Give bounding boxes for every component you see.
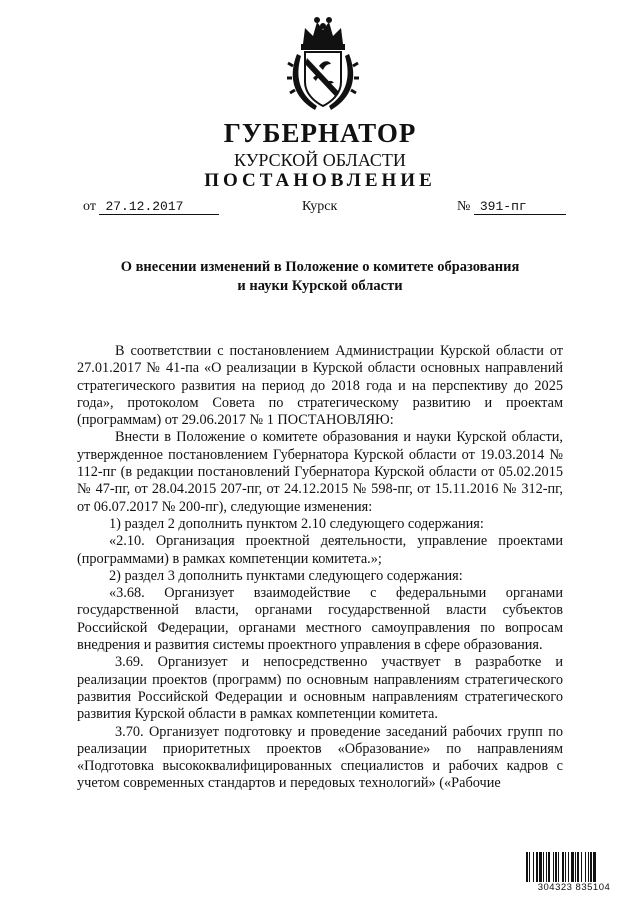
document-type: ПОСТАНОВЛЕНИЕ xyxy=(204,170,436,191)
date-value: 27.12.2017 xyxy=(99,199,219,215)
region-name: КУРСКОЙ ОБЛАСТИ xyxy=(234,150,406,170)
document-number xyxy=(457,199,566,215)
document-city: Курск xyxy=(302,199,338,214)
subject-line-1: О внесении изменений в Положение о комитете образования xyxy=(120,259,520,275)
number-value: 391-пг xyxy=(474,199,566,215)
barcode xyxy=(526,852,622,896)
list-item-2: 2) раздел 3 дополнить пунктами следующего содержания: xyxy=(109,567,463,584)
page-title: ГУБЕРНАТОР xyxy=(223,118,417,148)
quote-2-10: «2.10. Организация проектной деятельности, управление проектами (программами) в рамках компетенции комитета.»; xyxy=(77,533,563,567)
list-item-1: 1) раздел 2 дополнить пунктом 2.10 следующего содержания: xyxy=(109,515,484,532)
document-subject xyxy=(80,258,560,296)
document-date xyxy=(83,199,219,215)
barcode-number: 304323 835104 xyxy=(537,882,611,893)
paragraph-preamble: В соответствии с постановлением Администрации Курской области от 27.01.2017 № 41-па «О реализации в Курской области основных направлений стратегического развития на период до 2018 года и на перспективу до 2025 года», протоколом Совета по стратегическому развитию и проектам (программам) от 29.06.2017 № 1 ПОСТАНОВЛЯЮ: xyxy=(77,343,563,429)
subject-line-2: и науки Курской области xyxy=(237,278,403,294)
document-body xyxy=(77,343,563,793)
paragraph-amendment-intro: Внести в Положение о комитете образования и науки Курской области, утвержденное постановлением Губернатора Курской области от 19.03.2014 № 112-пг (в редакции постановлений Губернатора Курской области от 05.02.2015 № 47-пг, от 28.04.2015 207-пг, от 24.12.2015 № 598-пг, от 15.11.2016 № 312-пг, от 06.07.2017 № 200-пг), следующие изменения: xyxy=(77,429,563,515)
date-prefix: от xyxy=(83,199,96,214)
coat-of-arms-icon xyxy=(287,14,359,114)
quote-3-68: «3.68. Организует взаимодействие с федеральными органами государственной власти, органами государственной власти субъектов Российской Федерации, органами местного самоуправления по вопросам внедрения и развития системы проектного управления в сфере образования. xyxy=(77,585,563,654)
paragraph-3-69: 3.69. Организует и непосредственно участвует в разработке и реализации проектов (программ) по основным направлениям стратегического развития Российской Федерации и основным направлениям стратегического развития Курской области в рамках компетенции комитета. xyxy=(77,654,563,723)
paragraph-3-70: 3.70. Организует подготовку и проведение заседаний рабочих групп по реализации приоритетных проектов «Образование» по направлениям «Подготовка высококвалифицированных специалистов и рабочих кадров с учетом современных стандартов и передовых технологий» («Рабочие xyxy=(77,723,563,792)
number-prefix: № xyxy=(457,199,471,214)
barcode-icon xyxy=(526,852,622,882)
